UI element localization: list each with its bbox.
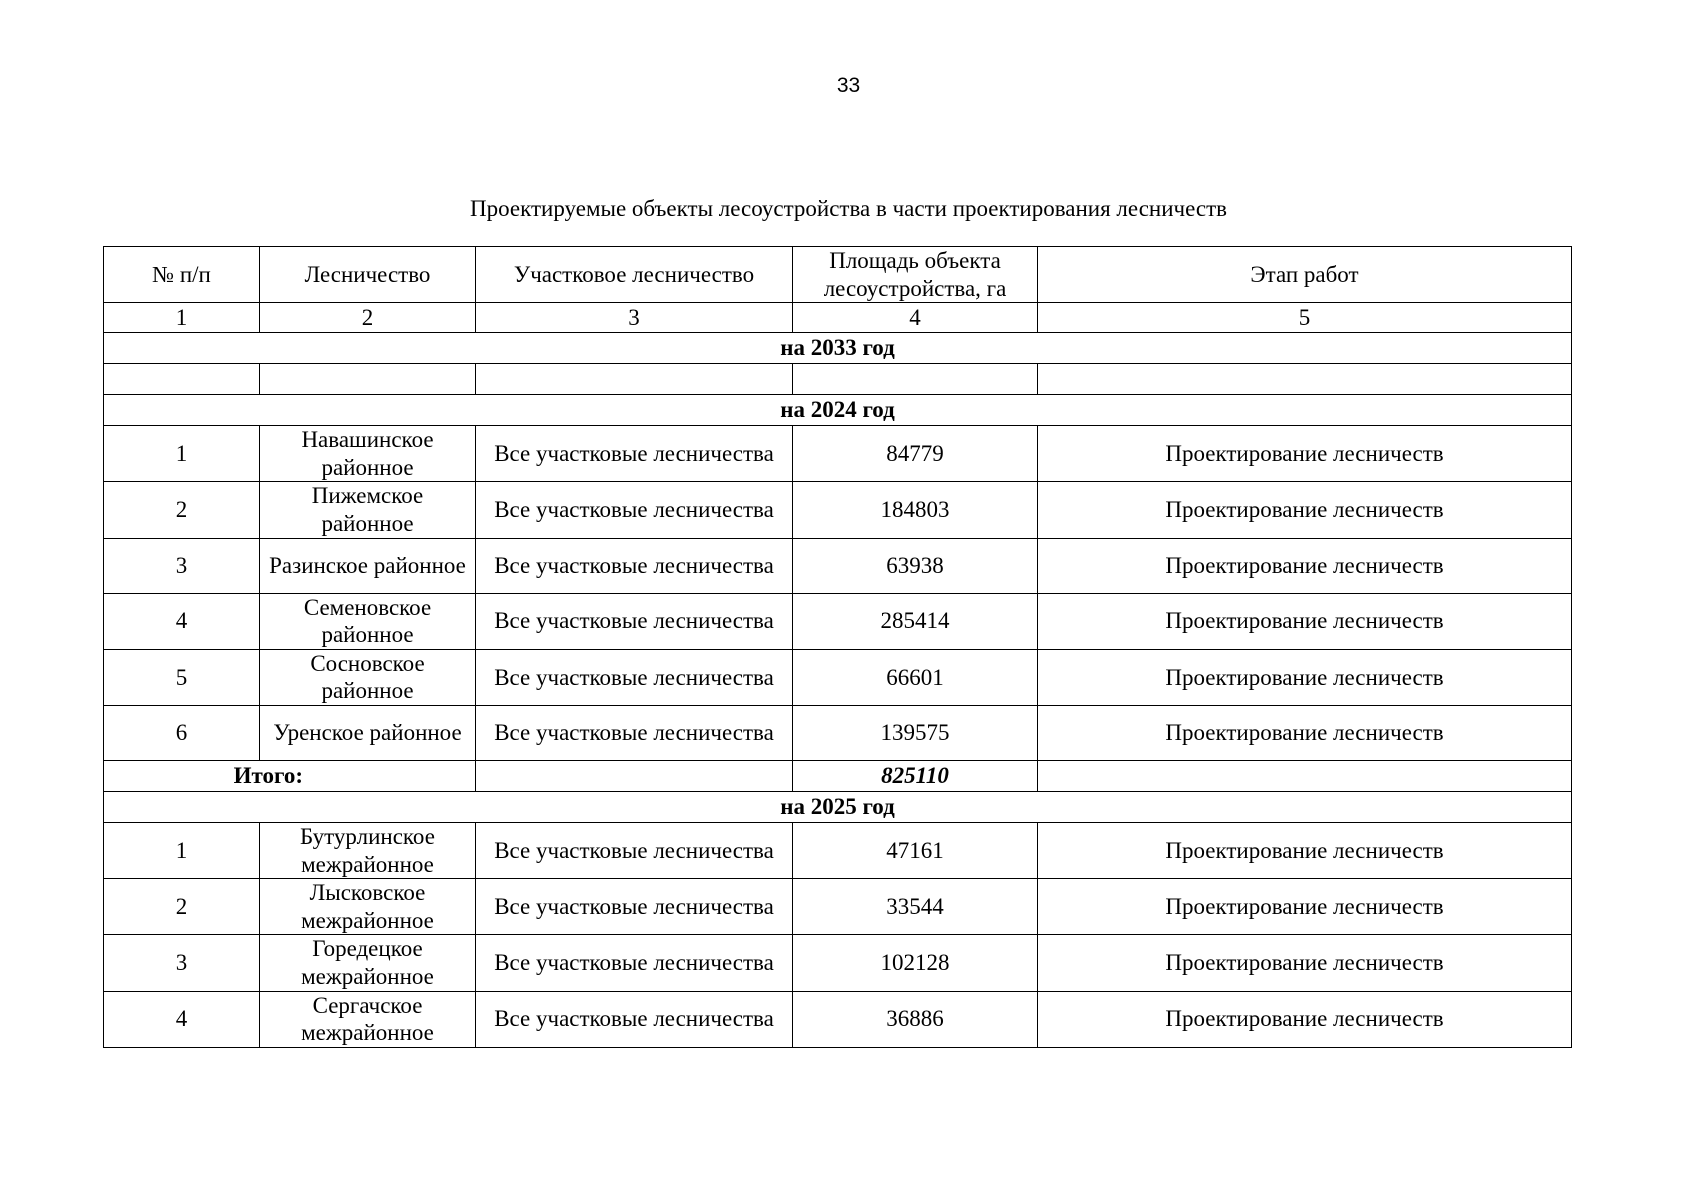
section-title: на 2033 год xyxy=(104,333,1572,364)
forestry-cell: Горедецкое межрайонное xyxy=(260,935,476,991)
forestry-cell: Сергачское межрайонное xyxy=(260,991,476,1047)
area-cell: 139575 xyxy=(793,705,1038,760)
forestry-cell: Навашинское районное xyxy=(260,426,476,482)
area-cell: 33544 xyxy=(793,879,1038,935)
forestry-cell xyxy=(260,364,476,395)
row-number-cell: 3 xyxy=(104,538,260,593)
table-row xyxy=(104,822,1572,878)
sub-forestry-cell: Все участковые лесничества xyxy=(476,822,793,878)
stage-cell: Проектирование лесничеств xyxy=(1038,593,1572,649)
sub-forestry-cell xyxy=(476,364,793,395)
area-cell: 66601 xyxy=(793,649,1038,705)
header-cell: Этап работ xyxy=(1038,247,1572,303)
sub-forestry-cell: Все участковые лесничества xyxy=(476,879,793,935)
area-cell: 47161 xyxy=(793,822,1038,878)
row-number-cell: 2 xyxy=(104,482,260,538)
area-cell: 36886 xyxy=(793,991,1038,1047)
column-number-row xyxy=(104,303,1572,333)
section-header-row xyxy=(104,395,1572,426)
sub-forestry-cell: Все участковые лесничества xyxy=(476,935,793,991)
column-number-cell: 5 xyxy=(1038,303,1572,333)
stage-cell: Проектирование лесничеств xyxy=(1038,822,1572,878)
table-row xyxy=(104,538,1572,593)
sub-forestry-cell: Все участковые лесничества xyxy=(476,426,793,482)
stage-cell: Проектирование лесничеств xyxy=(1038,991,1572,1047)
row-number-cell: 1 xyxy=(104,822,260,878)
sub-forestry-cell: Все участковые лесничества xyxy=(476,538,793,593)
table-row xyxy=(104,991,1572,1047)
header-cell: Площадь объекта лесоустройства, га xyxy=(793,247,1038,303)
row-number-cell: 6 xyxy=(104,705,260,760)
row-number-cell: 4 xyxy=(104,991,260,1047)
area-cell xyxy=(793,364,1038,395)
sub-forestry-cell: Все участковые лесничества xyxy=(476,482,793,538)
forestry-cell: Сосновское районное xyxy=(260,649,476,705)
sub-forestry-cell: Все участковые лесничества xyxy=(476,991,793,1047)
table-row xyxy=(104,364,1572,395)
area-cell: 63938 xyxy=(793,538,1038,593)
sub-forestry-cell: Все участковые лесничества xyxy=(476,593,793,649)
table-row xyxy=(104,593,1572,649)
forestry-objects-table xyxy=(103,246,1572,1048)
table-row xyxy=(104,935,1572,991)
stage-cell: Проектирование лесничеств xyxy=(1038,426,1572,482)
sub-forestry-cell: Все участковые лесничества xyxy=(476,705,793,760)
empty-cell xyxy=(476,760,793,791)
header-cell: Лесничество xyxy=(260,247,476,303)
forestry-cell: Пижемское районное xyxy=(260,482,476,538)
area-cell: 285414 xyxy=(793,593,1038,649)
row-number-cell: 4 xyxy=(104,593,260,649)
document-title: Проектируемые объекты лесоустройства в части проектирования лесничеств xyxy=(470,196,1227,221)
table-row xyxy=(104,705,1572,760)
stage-cell: Проектирование лесничеств xyxy=(1038,482,1572,538)
empty-cell xyxy=(1038,760,1572,791)
total-label: Итого: xyxy=(104,760,476,791)
page-number: 33 xyxy=(836,74,861,97)
forestry-cell: Лысковское межрайонное xyxy=(260,879,476,935)
total-row xyxy=(104,760,1572,791)
section-header-row xyxy=(104,791,1572,822)
table-row xyxy=(104,482,1572,538)
area-cell: 184803 xyxy=(793,482,1038,538)
column-number-cell: 4 xyxy=(793,303,1038,333)
table-row xyxy=(104,879,1572,935)
area-cell: 102128 xyxy=(793,935,1038,991)
table-row xyxy=(104,649,1572,705)
sub-forestry-cell: Все участковые лесничества xyxy=(476,649,793,705)
total-value: 825110 xyxy=(793,760,1038,791)
row-number-cell xyxy=(104,364,260,395)
stage-cell xyxy=(1038,364,1572,395)
stage-cell: Проектирование лесничеств xyxy=(1038,538,1572,593)
stage-cell: Проектирование лесничеств xyxy=(1038,649,1572,705)
forestry-cell: Семеновское районное xyxy=(260,593,476,649)
area-cell: 84779 xyxy=(793,426,1038,482)
section-header-row xyxy=(104,333,1572,364)
forestry-cell: Уренское районное xyxy=(260,705,476,760)
header-cell: № п/п xyxy=(104,247,260,303)
stage-cell: Проектирование лесничеств xyxy=(1038,935,1572,991)
column-number-cell: 1 xyxy=(104,303,260,333)
row-number-cell: 2 xyxy=(104,879,260,935)
column-number-cell: 3 xyxy=(476,303,793,333)
row-number-cell: 3 xyxy=(104,935,260,991)
forestry-cell: Разинское районное xyxy=(260,538,476,593)
section-title: на 2025 год xyxy=(104,791,1572,822)
row-number-cell: 5 xyxy=(104,649,260,705)
table-header-row xyxy=(104,247,1572,303)
stage-cell: Проектирование лесничеств xyxy=(1038,879,1572,935)
column-number-cell: 2 xyxy=(260,303,476,333)
forestry-cell: Бутурлинское межрайонное xyxy=(260,822,476,878)
table-row xyxy=(104,426,1572,482)
row-number-cell: 1 xyxy=(104,426,260,482)
section-title: на 2024 год xyxy=(104,395,1572,426)
header-cell: Участковое лесничество xyxy=(476,247,793,303)
stage-cell: Проектирование лесничеств xyxy=(1038,705,1572,760)
